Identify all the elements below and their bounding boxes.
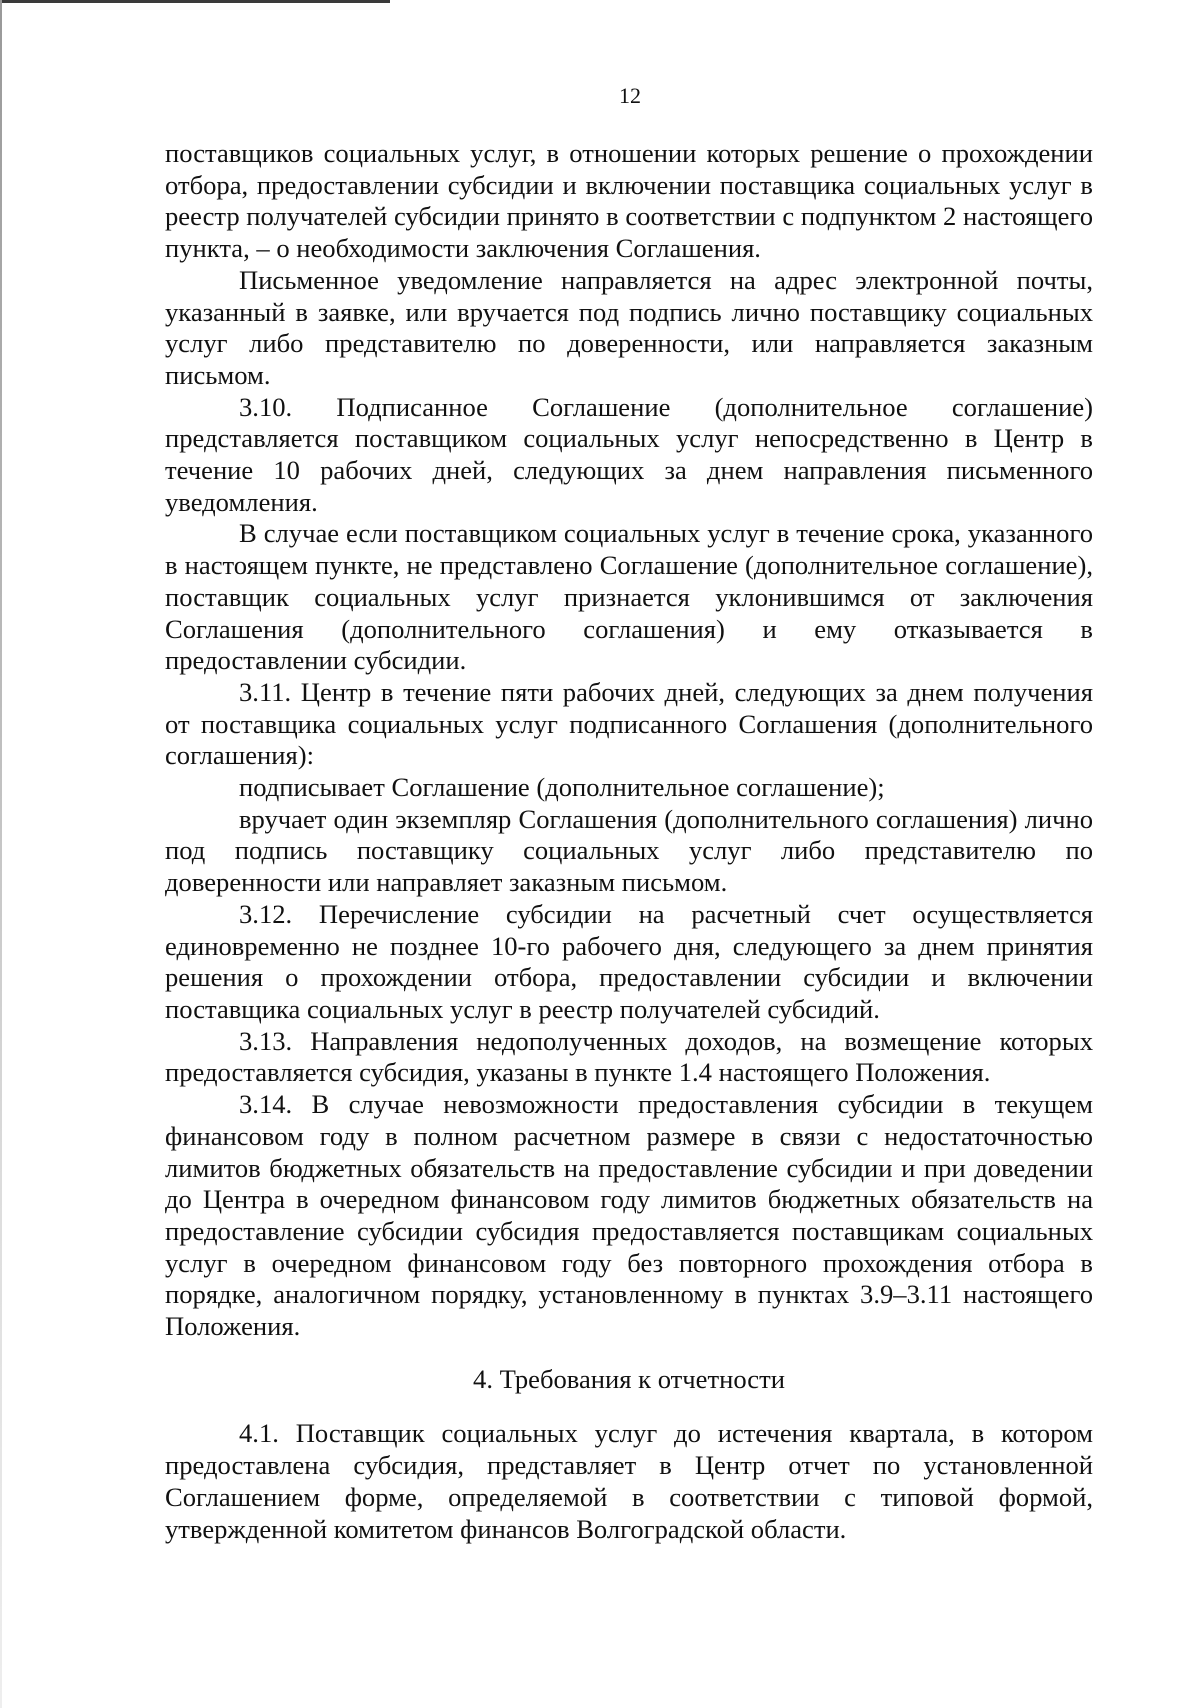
paragraph-3-14: 3.14. В случае невозможности предоставления субсидии в текущем финансовом году в полном расчетном размере в связи с недостаточностью лимитов бюджетных обязательств на предоставление субсидии и при доведении до Центра в очередном финансовом году лимитов бюджетных обязательств на предоставление субсидии субсидия предоставляется поставщикам социальных услуг в очередном финансовом году без повторного прохождения отбора в порядке, аналогичном порядку, установленному в пунктах 3.9–3.11 настоящего Положения.	[165, 1089, 1093, 1342]
page-number: 12	[619, 83, 641, 108]
scan-edge-left	[0, 0, 2, 1708]
paragraph-3-13: 3.13. Направления недополученных доходов, на возмещение которых предоставляется субсидия, указаны в пункте 1.4 настоящего Положения.	[165, 1025, 1093, 1088]
paragraph-4-1: 4.1. Поставщик социальных услуг до истечения квартала, в котором предоставлена субсидия, представляет в Центр отчет по установленной Соглашением форме, определяемой в соответствии с типовой формой, утвержденной комитетом финансов Волгоградской области.	[165, 1418, 1093, 1544]
paragraph-3-11: 3.11. Центр в течение пяти рабочих дней, следующих за днем получения от поставщика социальных услуг подписанного Соглашения (дополнительного соглашения):	[165, 676, 1093, 771]
paragraph-3-10: 3.10. Подписанное Соглашение (дополнительное соглашение) представляется поставщиком социальных услуг непосредственно в Центр в течение 10 рабочих дней, следующих за днем направления письменного уведомления.	[165, 391, 1093, 517]
paragraph-3-12: 3.12. Перечисление субсидии на расчетный счет осуществляется единовременно не позднее 10-го рабочего дня, следующего за днем принятия решения о прохождении отбора, предоставлении субсидии и включении поставщика социальных услуг в реестр получателей субсидий.	[165, 898, 1093, 1024]
paragraph-continuation: поставщиков социальных услуг, в отношении которых решение о прохождении отбора, предоставлении субсидии и включении поставщика социальных услуг в реестр получателей субсидии принято в соответствии с подпунктом 2 настоящего пункта, – о необходимости заключения Соглашения.	[165, 138, 1093, 264]
document-body	[165, 138, 1093, 1545]
paragraph-3-10-refusal: В случае если поставщиком социальных услуг в течение срока, указанного в настоящем пункте, не представлено Соглашение (дополнительное соглашение), поставщик социальных услуг признается уклонившимся от заключения Соглашения (дополнительного соглашения) и ему отказывается в предоставлении субсидии.	[165, 518, 1093, 676]
paragraph-notification: Письменное уведомление направляется на адрес электронной почты, указанный в заявке, или вручается под подпись лично поставщику социальных услуг либо представителю по доверенности, или направляется заказным письмом.	[165, 264, 1093, 390]
scan-edge-top	[0, 0, 390, 3]
section-heading: 4. Требования к отчетности	[473, 1363, 785, 1394]
paragraph-3-11-deliver: вручает один экземпляр Соглашения (дополнительного соглашения) лично под подпись поставщику социальных услуг либо представителю по доверенности или направляет заказным письмом.	[165, 803, 1093, 898]
paragraph-3-11-sign: подписывает Соглашение (дополнительное соглашение);	[239, 772, 885, 803]
